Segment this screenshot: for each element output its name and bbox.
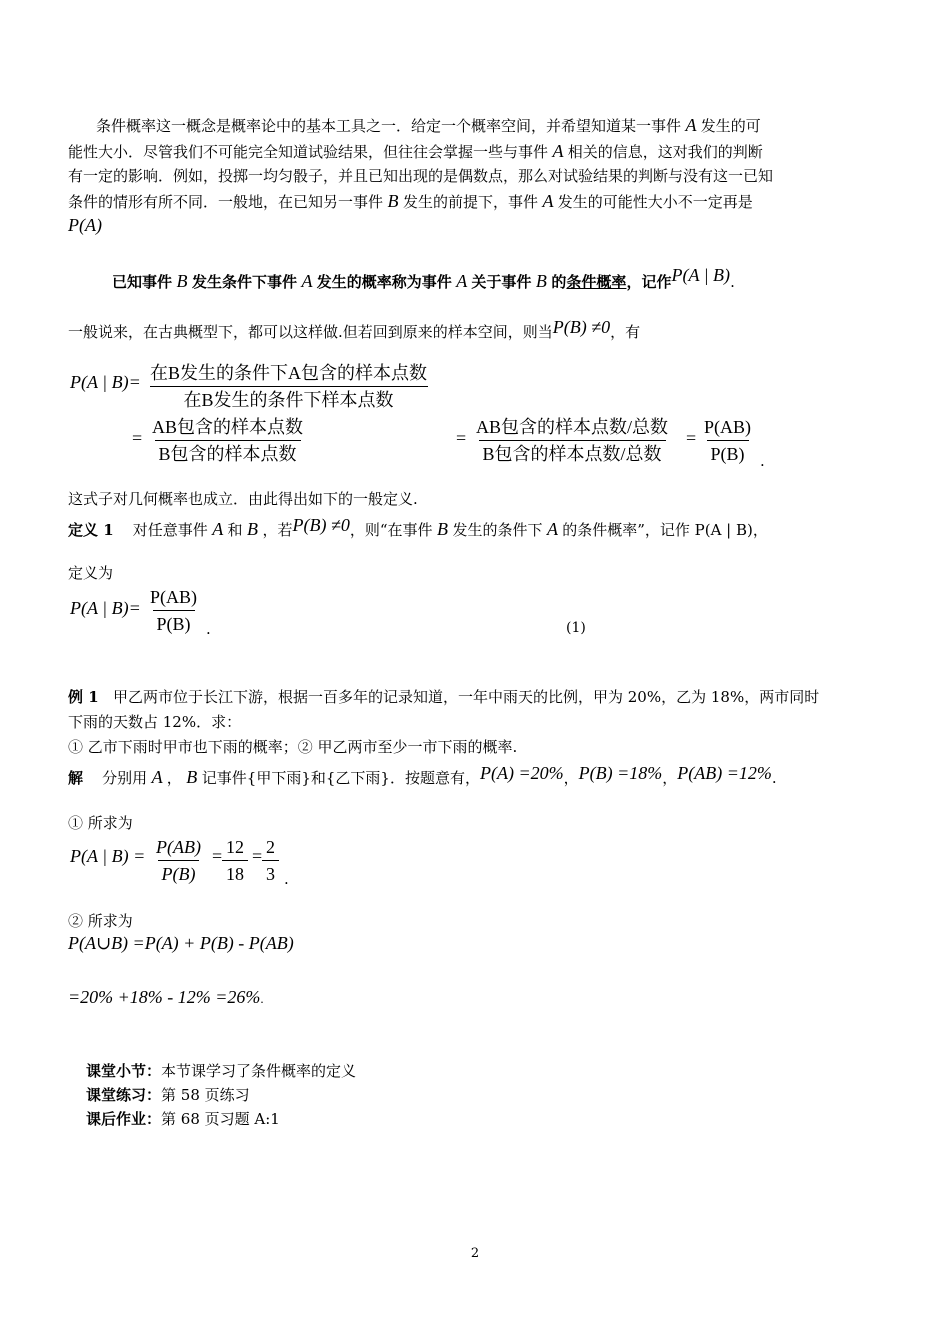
q1-frac3: $\frac{2}{3}$ (262, 834, 279, 887)
q1-label: ① 所求为 (68, 814, 133, 832)
q2-label: ② 所求为 (68, 912, 133, 930)
q1-frac2: $\frac{12}{18}$ (222, 834, 248, 887)
example-1-line-2: 下雨的天数占 12%．求： (68, 713, 242, 731)
formula1-frac2: AB包含的样本点数 B包含的样本点数 (148, 414, 307, 467)
union-result: =20% +18% - 12% =26%. (68, 987, 264, 1007)
formula1-frac3: AB包含的样本点数/总数 B包含的样本点数/总数 (472, 414, 672, 467)
term-conditional-probability: 条件概率 (566, 273, 627, 291)
intro-line-3: 有一定的影响．例如，投掷一均匀骰子，并且已知出现的是偶数点，那么对试验结果的判断与没有这一已知 (68, 167, 774, 185)
definition-1-cont: 定义为 (68, 564, 114, 582)
union-formula: P(A∪B) =P(A) + P(B) - P(AB) (68, 933, 294, 953)
var-a: A (681, 115, 701, 135)
summary-line-2: 课堂练习：第 58 页练习 (86, 1086, 250, 1104)
formula1-frac4: $\frac{P(AB)}{P(B)}$ (700, 414, 755, 467)
solution-line: 解 分别用 A ， B 记事件{甲下雨}和{乙下雨}．按题意有，P(A) =20%，P(B) =18%，P(AB) =12%. (68, 763, 777, 787)
equation-number: (1) (566, 620, 586, 636)
q1-lhs: P(A | B) = (70, 846, 146, 866)
definition-1: 定义 1 对任意事件 A 和 B ，若P(B) ≠0，则“在事件 B 发生的条件下 A 的条件概率”，记作 P(A | B)， (68, 515, 768, 539)
page-number: 2 (470, 1246, 480, 1261)
def1-lhs: P(A | B)= (70, 598, 141, 618)
example-1-line-1: 例 1 甲乙两市位于长江下游，根据一百多年的记录知道，一年中雨天的比例，甲为 20%，乙为 18%，两市同时 (68, 688, 820, 706)
intro-line-2: 能性大小．尽管我们不可能完全知道试验结果，但往往会掌握一些与事件 A 相关的信息，这对我们的判断 (68, 141, 763, 161)
def1-frac: $\frac{P(AB)}{P(B)}$ (146, 584, 201, 637)
general-statement: 一般说来，在古典概型下，都可以这样做.但若回到原来的样本空间，则当P(B) ≠0，有 (68, 317, 641, 341)
formula1-frac1: 在B发生的条件下A包含的样本点数 在B发生的条件下样本点数 (146, 360, 431, 413)
summary-line-3: 课后作业：第 68 页习题 A:1 (86, 1110, 280, 1128)
intro-line-5: P(A) (68, 215, 102, 235)
bold-definition: 已知事件 B 发生条件下事件 A 发生的概率称为事件 A 关于事件 B 的条件概率，记作P(A | B). (112, 265, 735, 291)
example-1-line-3: ① 乙市下雨时甲市也下雨的概率；② 甲乙两市至少一市下雨的概率. (68, 738, 518, 756)
geom-text: 这式子对几何概率也成立．由此得出如下的一般定义. (68, 490, 418, 508)
formula1-lhs: P(A | B)= (70, 372, 141, 392)
intro-line-1: 条件概率这一概念是概率论中的基本工具之一．给定一个概率空间，并希望知道某一事件 A 发生的可 (96, 115, 761, 135)
summary-line-1: 课堂小节：本节课学习了条件概率的定义 (86, 1062, 357, 1080)
q1-frac1: $\frac{P(AB)}{P(B)}$ (152, 834, 205, 887)
intro-line-4: 条件的情形有所不同．一般地，在已知另一事件 B 发生的前提下，事件 A 发生的可能性大小不一定再是 (68, 191, 753, 211)
